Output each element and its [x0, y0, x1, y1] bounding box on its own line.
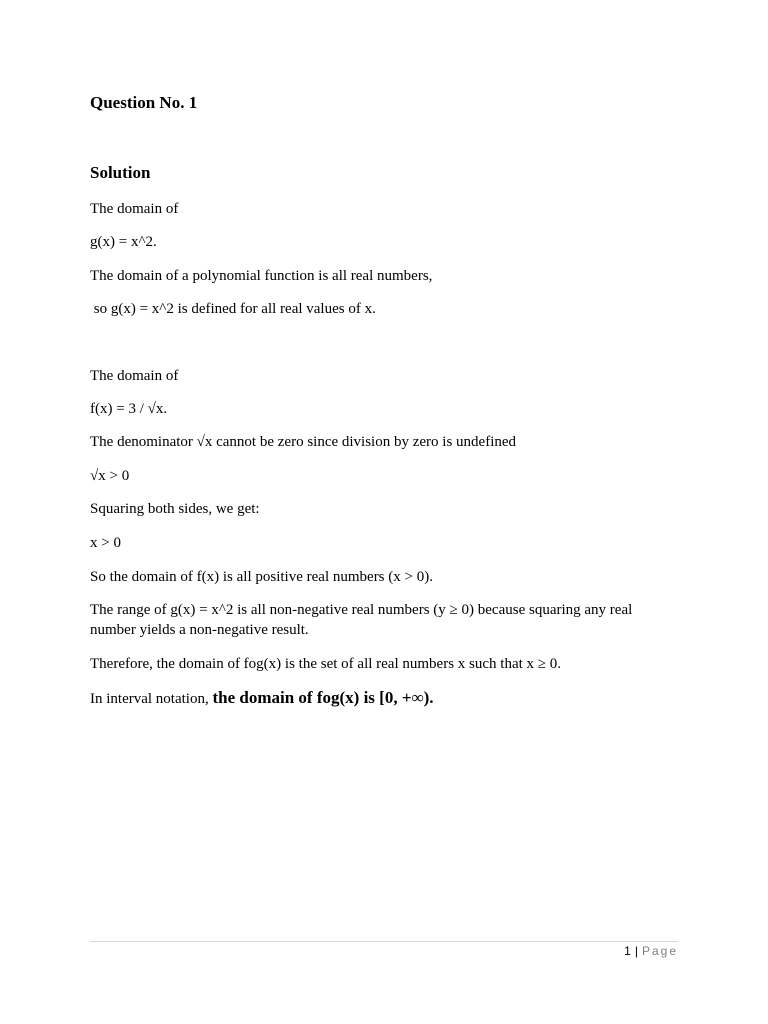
text-line-polynomial-domain: The domain of a polynomial function is all real numbers, [90, 268, 433, 284]
page-number: 1 [624, 944, 631, 958]
text-line-denominator: The denominator √x cannot be zero since division by zero is undefined [90, 434, 517, 450]
footer-divider [90, 941, 678, 942]
text-line-domain-f-intro: The domain of [90, 368, 179, 384]
text-line-domain-fog: Therefore, the domain of fog(x) is the set of all real numbers x such that x ≥ 0. [90, 656, 562, 672]
text-line-g-definition: g(x) = x^2. [90, 234, 157, 250]
interval-prefix: In interval notation, [90, 691, 213, 707]
footer-separator: | [634, 944, 638, 958]
text-line-domain-g-intro: The domain of [90, 201, 179, 217]
interval-answer: the domain of fog(x) is [0, +∞). [212, 688, 434, 707]
text-line-g-defined: so g(x) = x^2 is defined for all real values of x. [90, 301, 376, 317]
page-footer [624, 943, 678, 959]
text-line-squaring: Squaring both sides, we get: [90, 501, 260, 517]
text-line-sqrt-inequality: √x > 0 [90, 468, 130, 484]
solution-heading: Solution [90, 163, 151, 182]
text-line-domain-f: So the domain of f(x) is all positive real numbers (x > 0). [90, 569, 433, 585]
text-line-interval-notation [90, 688, 434, 709]
text-line-f-definition: f(x) = 3 / √x. [90, 401, 168, 417]
text-paragraph-range-g: The range of g(x) = x^2 is all non-negative real numbers (y ≥ 0) because squaring any real number yields a non-negative result. [90, 602, 633, 638]
text-line-x-inequality: x > 0 [90, 535, 121, 551]
question-title: Question No. 1 [90, 93, 198, 112]
page-label: Page [641, 944, 678, 958]
